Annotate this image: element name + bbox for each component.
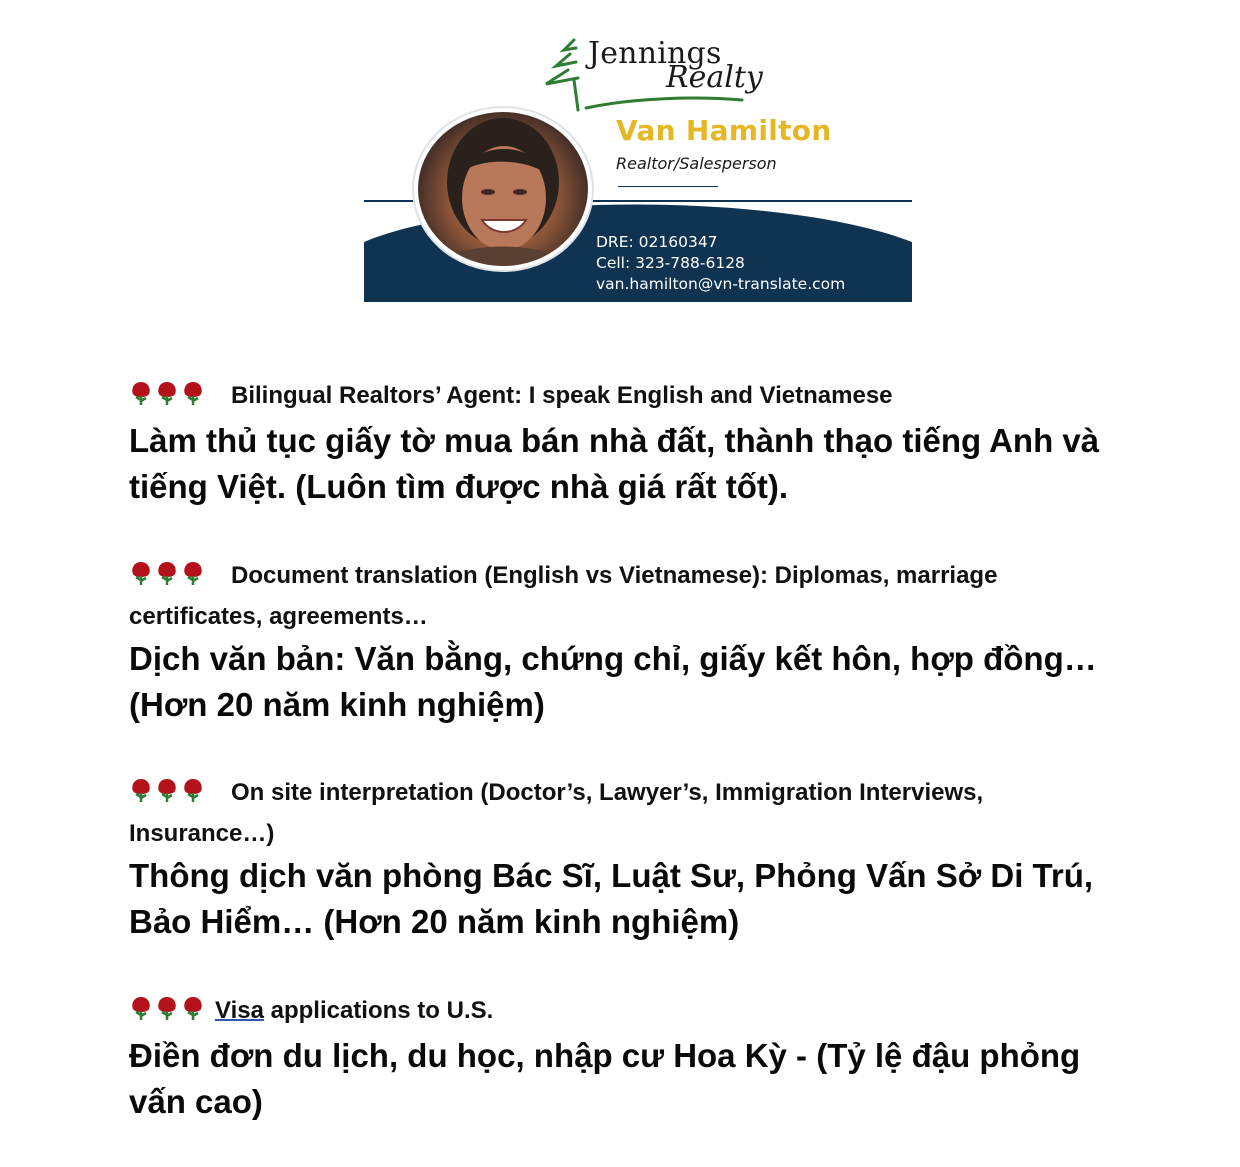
heading-text: On site interpretation (Doctor’s, Lawyer’s, Immigration Interviews, bbox=[231, 779, 984, 806]
rose-icon bbox=[129, 380, 205, 418]
pine-tree-logo-icon bbox=[540, 36, 588, 112]
avatar bbox=[418, 112, 588, 266]
rose-icon bbox=[129, 560, 205, 598]
logo-text-jennings: Jennings bbox=[588, 36, 722, 71]
service-section-interpretation bbox=[129, 774, 1159, 945]
section-body-vi: Làm thủ tục giấy tờ mua bán nhà đất, thành thạo tiếng Anh và bbox=[129, 422, 1100, 459]
heading-text: Bilingual Realtors’ Agent: I speak English and Vietnamese bbox=[231, 382, 893, 409]
agent-name: Van Hamilton bbox=[616, 114, 832, 147]
service-section-realty bbox=[129, 377, 1159, 510]
heading-text: Document translation (English vs Vietnamese): Diplomas, marriage bbox=[231, 562, 998, 589]
section-heading-en bbox=[129, 992, 1159, 1033]
heading-text: applications to U.S. bbox=[263, 997, 494, 1024]
logo-swoosh bbox=[584, 94, 744, 110]
cell-phone: Cell: 323-788-6128 bbox=[596, 254, 745, 272]
portrait-illustration bbox=[418, 112, 588, 266]
section-body-vi: Dịch văn bản: Văn bằng, chứng chỉ, giấy kết hôn, hợp đồng… bbox=[129, 640, 1097, 677]
section-body-vi: (Hơn 20 năm kinh nghiệm) bbox=[129, 686, 545, 723]
section-body-vi: vấn cao) bbox=[129, 1083, 263, 1120]
service-section-translation bbox=[129, 557, 1159, 728]
section-body-vi: Thông dịch văn phòng Bác Sĩ, Luật Sư, Phỏng Vấn Sở Di Trú, bbox=[129, 857, 1094, 894]
section-heading-en bbox=[129, 774, 1159, 815]
section-body-vi: Bảo Hiểm… (Hơn 20 năm kinh nghiệm) bbox=[129, 903, 740, 940]
section-heading-en bbox=[129, 377, 1159, 418]
section-heading-en-cont: certificates, agreements… bbox=[129, 603, 428, 630]
visa-link[interactable]: Visa bbox=[215, 997, 264, 1024]
section-body-vi: Điền đơn du lịch, du học, nhập cư Hoa Kỳ - (Tỷ lệ đậu phỏng bbox=[129, 1037, 1081, 1074]
section-heading-en bbox=[129, 557, 1159, 598]
rose-icon bbox=[129, 777, 205, 815]
service-section-visa bbox=[129, 992, 1159, 1125]
dre-number: DRE: 02160347 bbox=[596, 233, 718, 251]
contact-block bbox=[596, 232, 845, 295]
title-divider bbox=[618, 186, 718, 187]
rose-icon bbox=[129, 995, 205, 1033]
section-heading-en-cont: Insurance…) bbox=[129, 820, 275, 847]
section-body-vi: tiếng Việt. (Luôn tìm được nhà giá rất tốt). bbox=[129, 468, 789, 505]
business-card bbox=[364, 30, 912, 302]
email-address: van.hamilton@vn-translate.com bbox=[596, 275, 846, 293]
logo-text-realty: Realty bbox=[666, 60, 763, 95]
agent-title: Realtor/Salesperson bbox=[616, 154, 777, 173]
